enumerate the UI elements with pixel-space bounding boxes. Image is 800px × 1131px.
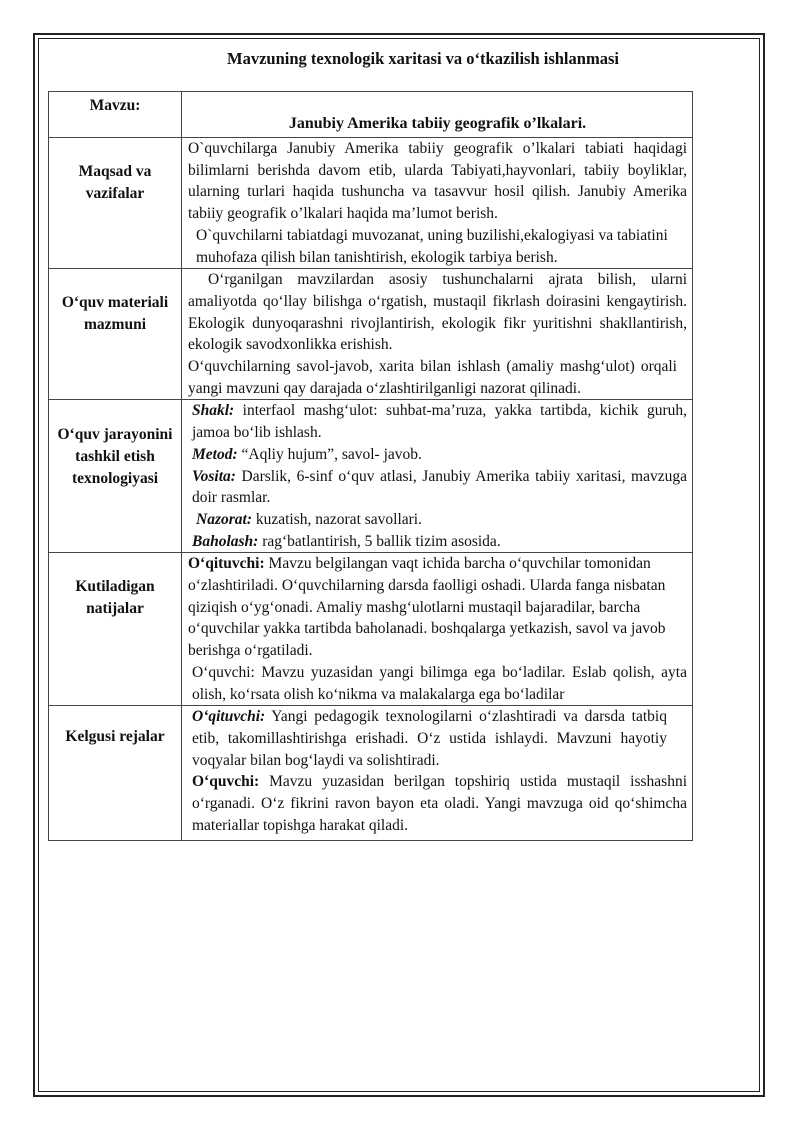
plans-label: Kelgusi rejalar: [65, 728, 165, 746]
tools-label: Vosita:: [192, 467, 236, 485]
control-line: [192, 509, 687, 531]
topic-label: Mavzu:: [89, 97, 141, 114]
organization-cell: [182, 400, 693, 553]
content-label: O‘quv materiali mazmuni: [61, 294, 169, 333]
form-text: interfaol mashg‘ulot: suhbat-ma’ruza, yakka tartibda, kichik guruh, jamoa bo‘lib ishlash.: [192, 402, 687, 442]
topic-label-cell: [49, 92, 182, 138]
control-label: Nazorat:: [196, 510, 252, 528]
results-teacher-text: Mavzu belgilangan vaqt ichida barcha o‘quvchilar tomonidan o‘zlashtiriladi. O‘quvchilarning darsda faolligi oshadi. Ularda fanga nisbatan qiziqish o‘yg‘onadi. Amaliy mashg‘ulotlarni mustaqil bajaradilar, barcha o‘quvchilar yakka tartibda baholanadi. boshqalarga yetkazish, savol va javob berishga o‘rgatiladi.: [188, 555, 666, 660]
control-text: kuzatish, nazorat savollari.: [255, 510, 422, 528]
plans-cell: [182, 706, 693, 840]
content-cell: [182, 269, 693, 400]
plans-label-cell: [49, 706, 182, 840]
topic-cell: [182, 92, 693, 138]
results-label-cell: [49, 553, 182, 706]
assessment-text: rag‘batlantirish, 5 ballik tizim asosida.: [262, 532, 501, 550]
table-row-content: [49, 269, 693, 400]
tools-text: Darslik, 6-sinf o‘quv atlasi, Janubiy Amerika tabiiy xaritasi, mavzuga doir rasmlar.: [192, 467, 687, 507]
topic-text: Janubiy Amerika tabiiy geografik o’lkalari.: [288, 115, 587, 133]
plans-teacher-text: Yangi pedagogik texnologilarni o‘zlashtiradi va darsda tatbiq etib, takomillashtirishga erishadi. O‘z ustida ishlaydi. Mavzuni hayotiy voqyalar bilan bog‘laydi va solishtiradi.: [192, 708, 667, 769]
results-teacher-paragraph: [188, 553, 687, 662]
table-row-results: [49, 553, 693, 706]
content-paragraph-1: O‘rganilgan mavzilardan asosiy tushunchalarni ajrata bilish, ularni amaliyotda qo‘llay bilishga o‘rgatish, mustaqil fikrlash doirasini kengaytirish. Ekologik dunyoqarashni rivojlantirish, ekologik fikr yuritishni shakllantirish, ekologik savodxonlikka erishish.: [188, 271, 687, 354]
assessment-line: [192, 531, 687, 553]
plans-student-text: Mavzu yuzasidan berilgan topshiriq ustida mustaqil isshashni o‘rganadi. O‘z fikrini ravon bayon eta oladi. Yangi mavzuga oid qo‘shimcha materiallar topishga harakat qiladi.: [192, 773, 687, 834]
content-paragraph-2: O‘quvchilarning savol-javob, xarita bilan ishlash (amaliy mashg‘ulot) orqali yangi mavzuni qay darajada o‘zlashtirilganligi nazorat qilinadi.: [188, 358, 677, 397]
table-row-goals: [49, 138, 693, 269]
tools-line: [192, 466, 687, 509]
results-student-paragraph: O‘quvchi: Mavzu yuzasidan yangi bilimga ega bo‘ladilar. Eslab qolish, ayta olish, ko‘rsata olish ko‘nikma va malakalarga ega bo‘ladilar: [192, 663, 687, 703]
document-title: Mavzuning texnologik xaritasi va o‘tkazilish ishlanmasi: [227, 49, 619, 68]
goals-label-cell: [49, 138, 182, 269]
method-text: “Aqliy hujum”, savol- javob.: [241, 445, 422, 463]
goals-label: Maqsad va vazifalar: [78, 163, 152, 202]
goals-paragraph-2: O`quvchilarni tabiatdagi muvozanat, uning buzilishi,ekalogiyasi va tabiatini muhofaza qilish bilan tanishtirish, ekologik tarbiya berish.: [196, 226, 668, 266]
table-row-organization: [49, 400, 693, 553]
organization-label-cell: [49, 400, 182, 553]
goals-paragraph-1: O`quvchilarga Janubiy Amerika tabiiy geografik o’lkalari tabiati haqidagi bilimlarni berishda davom etib, ularda Tabiyati,hayvonlari, tabiiy boyliklar, ularning turlari haqida tushuncha va tasavvur hosil qilish. Janubiy Amerika tabiiy geografik o’lkalari haqida ma’lumot berish.: [188, 140, 687, 223]
results-teacher-label: O‘qituvchi:: [188, 555, 265, 573]
plans-teacher-paragraph: [188, 706, 687, 771]
table-row-topic: [49, 92, 693, 138]
form-line: [192, 400, 687, 443]
table-row-plans: [49, 706, 693, 840]
goals-cell: [182, 138, 693, 269]
plans-student-label: O‘quvchi:: [192, 773, 260, 791]
results-cell: [182, 553, 693, 706]
organization-label: O‘quv jarayonini tashkil etish texnologiyasi: [57, 426, 173, 487]
plans-student-paragraph: [188, 771, 687, 836]
results-label: Kutiladigan natijalar: [75, 578, 155, 618]
content-label-cell: [49, 269, 182, 400]
method-label: Metod:: [192, 445, 238, 463]
method-line: [192, 444, 687, 466]
technology-map-table: [48, 91, 693, 841]
assessment-label: Baholash:: [192, 532, 259, 550]
form-label: Shakl:: [192, 402, 235, 420]
plans-teacher-label: O‘qituvchi:: [192, 708, 266, 726]
